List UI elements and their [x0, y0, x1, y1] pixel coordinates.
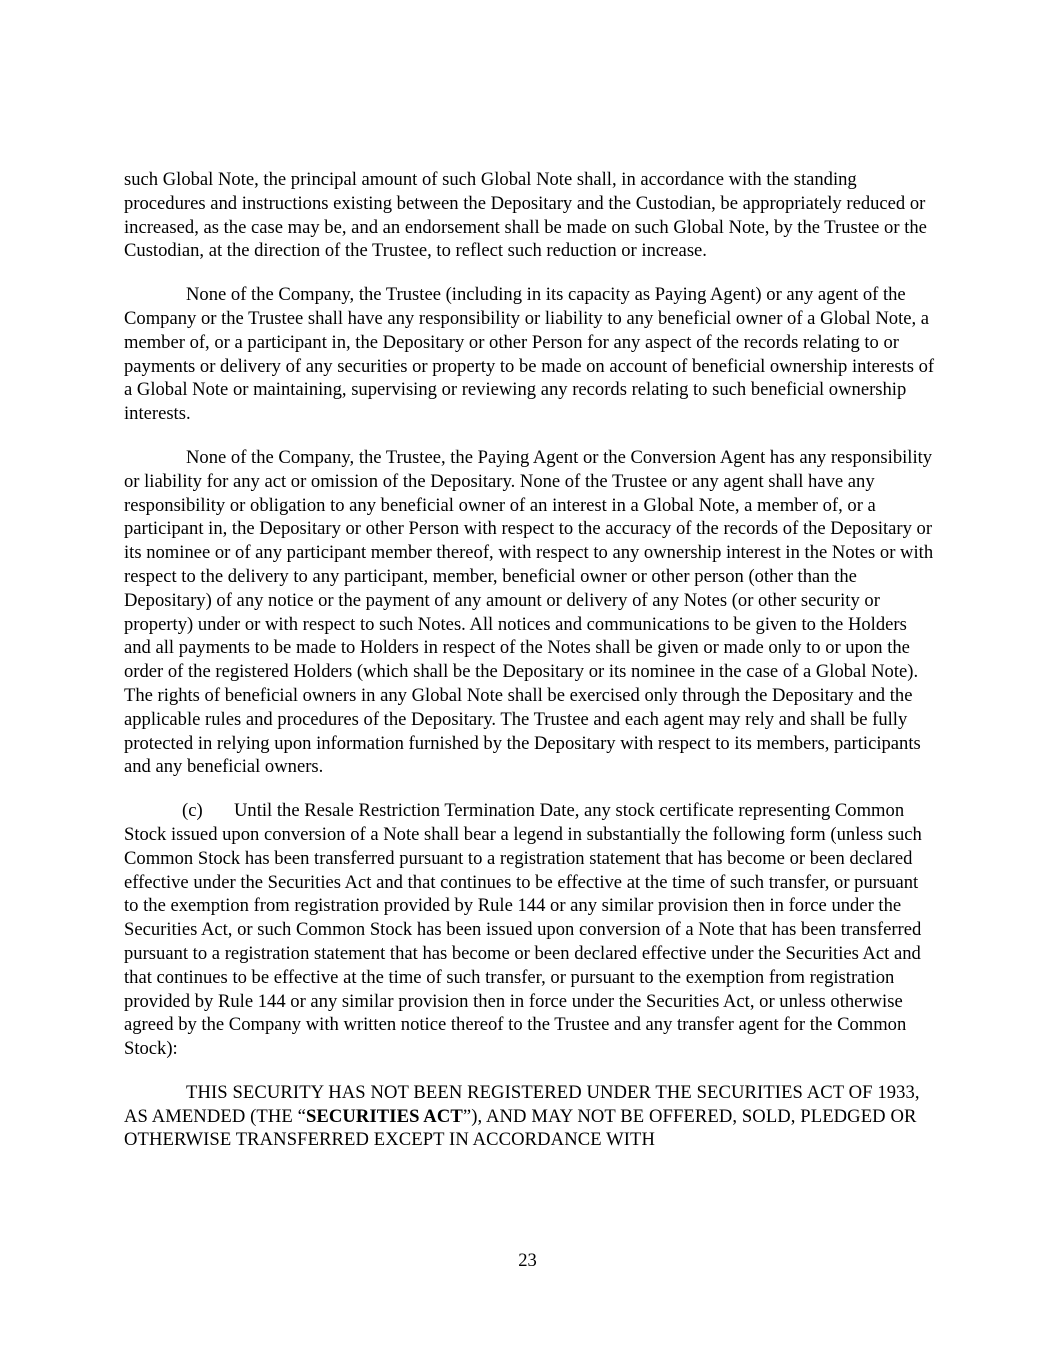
paragraph-legend [124, 1081, 936, 1152]
page-number: 23 [518, 1250, 537, 1271]
legend-text-before: THIS SECURITY HAS NOT BEEN REGISTERED UNDER THE SECURITIES ACT OF 1933, AS AMENDED (THE “ [124, 1081, 920, 1127]
legend-defined-term: SECURITIES ACT [305, 1105, 463, 1127]
section-c-marker: (c) [182, 800, 203, 822]
document-body [124, 168, 936, 1172]
paragraph-global-note-adjustment: such Global Note, the principal amount of such Global Note shall, in accordance with the standing procedures and instructions existing between the Depositary and the Custodian, be appropriately reduced or increased, as the case may be, and an endorsement shall be made on such Global Note, by the Trustee or the Custodian, at the direction of the Trustee, to reflect such reduction or increase. [124, 169, 927, 262]
paragraph-depositary-responsibility: None of the Company, the Trustee, the Paying Agent or the Conversion Agent has any responsibility or liability for any act or omission of the Depositary. None of the Trustee or any agent shall have any responsibility or obligation to any beneficial owner of an interest in a Global Note, a member of, or a participant in, the Depositary or other Person with respect to the accuracy of the records of the Depositary or its nominee or of any participant member thereof, with respect to any ownership interest in the Notes or with respect to the delivery to any participant, member, beneficial owner or other person (other than the Depositary) of any notice or the payment of any amount or delivery of any Notes (or other security or property) under or with respect to such Notes. All notices and communications to be given to the Holders and all payments to be made to Holders in respect of the Notes shall be given or made only to or upon the order of the registered Holders (which shall be the Depositary or its nominee in the case of a Global Note). The rights of beneficial owners in any Global Note shall be exercised only through the Depositary and the applicable rules and procedures of the Depositary. The Trustee and each agent may rely and shall be fully protected in relying upon information furnished by the Depositary with respect to its members, participants and any beneficial owners. [124, 446, 934, 778]
paragraph-no-responsibility-records: None of the Company, the Trustee (including in its capacity as Paying Agent) or any agent of the Company or the Trustee shall have any responsibility or liability to any beneficial owner of a Global Note, a member of, or a participant in, the Depositary or other Person for any aspect of the records relating to or payments or delivery of any securities or property to be made on account of beneficial ownership interests of a Global Note or maintaining, supervising or reviewing any records relating to such beneficial ownership interests. [124, 284, 935, 425]
legend-text-after: ”), AND MAY NOT BE OFFERED, SOLD, PLEDGED OR OTHERWISE TRANSFERRED EXCEPT IN ACCORDANCE WITH [124, 1105, 917, 1151]
paragraph-section-c [124, 799, 936, 1061]
section-c-text: Until the Resale Restriction Termination Date, any stock certificate representing Common Stock issued upon conversion of a Note shall bear a legend in substantially the following form (unless such Common Stock has been transferred pursuant to a registration statement that has become or been declared effective under the Securities Act and that continues to be effective at the time of such transfer, or pursuant to the exemption from registration provided by Rule 144 or any similar provision then in force under the Securities Act, or such Common Stock has been issued upon conversion of a Note that has been transferred pursuant to a registration statement that has become or been declared effective under the Securities Act and that continues to be effective at the time of such transfer, or pursuant to the exemption from registration provided by Rule 144 or any similar provision then in force under the Securities Act, or unless otherwise agreed by the Company with written notice thereof to the Trustee and any transfer agent for the Common Stock): [124, 800, 922, 1060]
